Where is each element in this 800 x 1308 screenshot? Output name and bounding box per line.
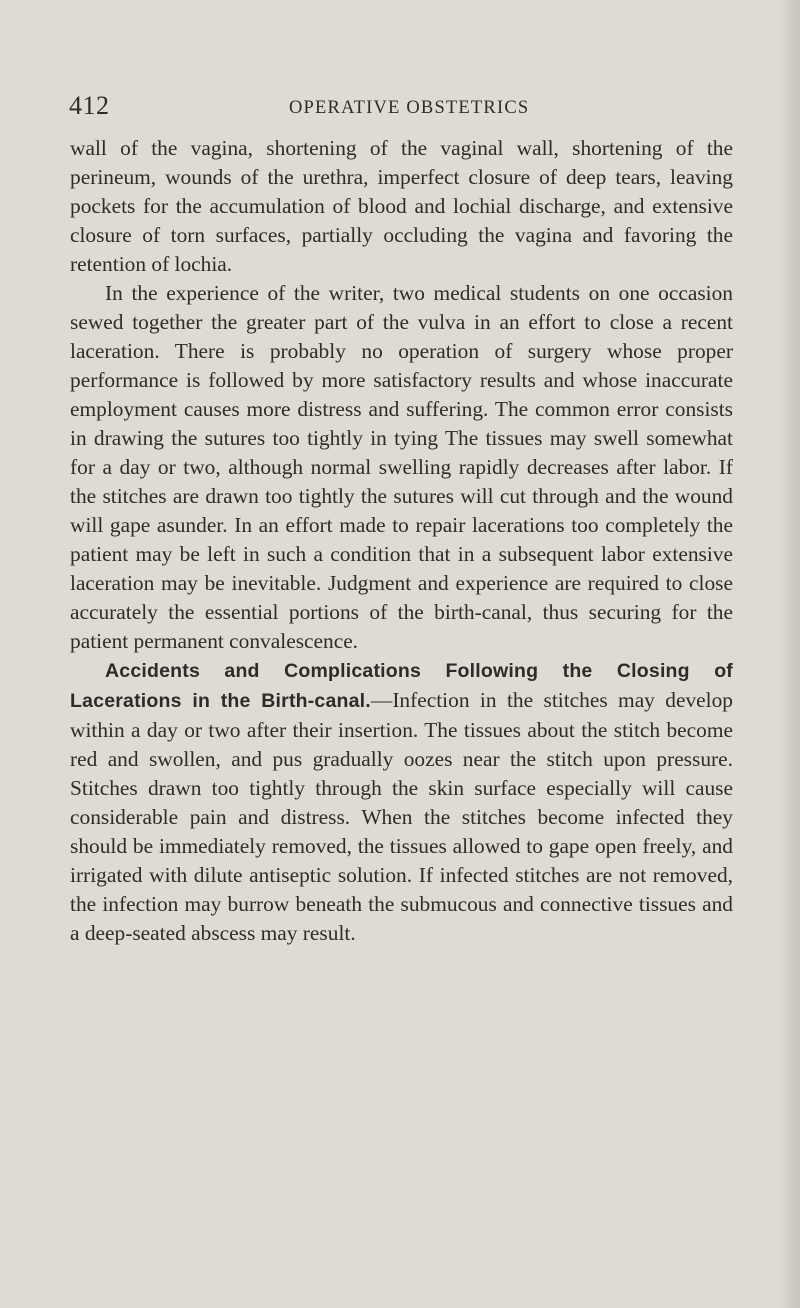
paragraph-writer-experience: In the experience of the writer, two medical students on one occasion sewed together the greater part of the vulva in an effort to close a recent laceration. There is probably no operation of surgery whose proper performance is followed by more satisfactory results and whose inaccurate employment causes more distress and suffering. The common error consists in drawing the sutures too tightly in tying The tissues may swell somewhat for a day or two, although normal swelling rapidly decreases after labor. If the stitches are drawn too tightly the sutures will cut through and the wound will gape asunder. In an effort made to repair lacerations too completely the patient may be left in such a condition that in a subsequent labor extensive laceration may be inevitable. Judgment and experience are required to close accurately the essential portions of the birth-canal, thus securing for the patient permanent convalescence. xyxy=(70,281,733,653)
body-text xyxy=(70,134,733,948)
running-head: OPERATIVE OBSTETRICS xyxy=(289,98,530,118)
page-number: 412 xyxy=(69,91,110,120)
section-body: —Infection in the stitches may develop within a day or two after their insertion. The tissues about the stitch become red and swollen, and pus gradually oozes near the stitch upon pressure. Stitches drawn too tightly through the skin surface especially will cause considerable pain and distress. When the stitches become infected they should be immediately removed, the tissues allowed to gape open freely, and irrigated with dilute antiseptic solution. If infected stitches are not removed, the infection may burrow beneath the submucous and connective tissues and a deep-seated abscess may result. xyxy=(70,688,733,945)
section-heading: Accidents and Complications Following the Closing of Lacerations in the Birth-canal. xyxy=(70,660,733,712)
paragraph-accidents-complications xyxy=(70,656,733,948)
page-edge-shadow xyxy=(778,0,800,1308)
paragraph-continued: wall of the vagina, shortening of the vaginal wall, shortening of the perineum, wounds of the urethra, imperfect closure of deep tears, leaving pockets for the accumulation of blood and lochial discharge, and extensive closure of torn surfaces, partially occluding the vagina and favoring the retention of lochia. xyxy=(70,136,733,276)
